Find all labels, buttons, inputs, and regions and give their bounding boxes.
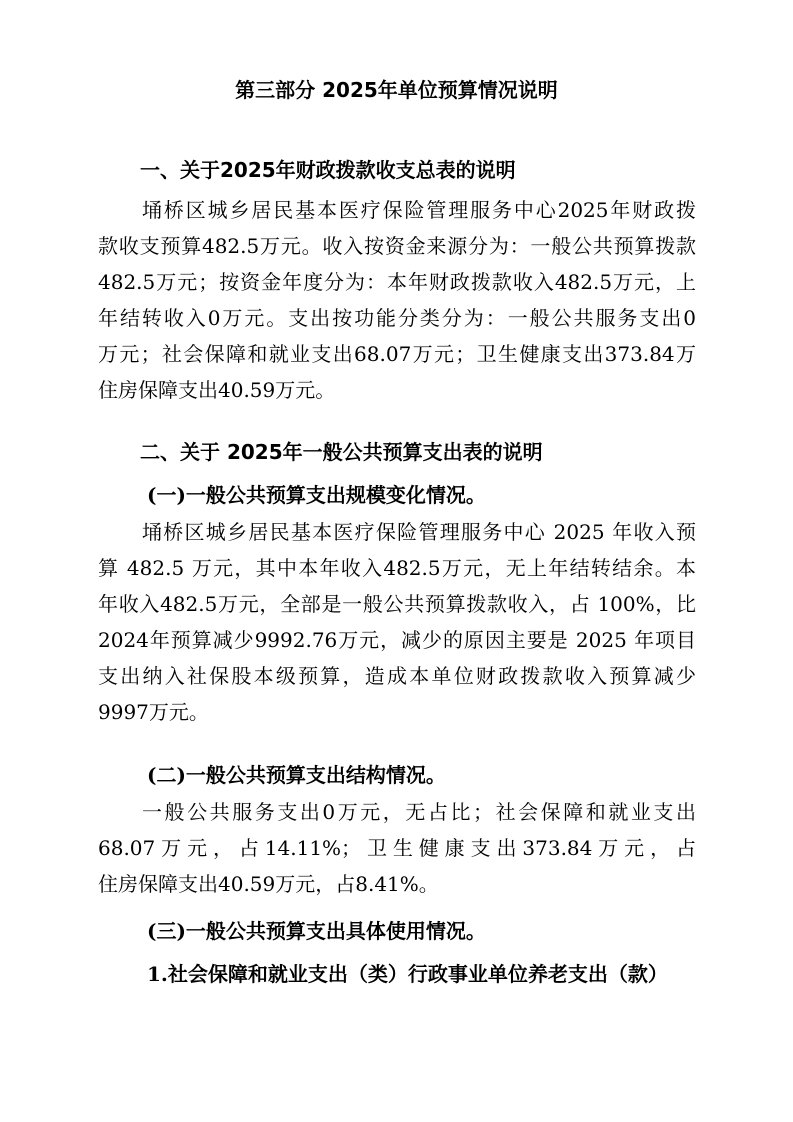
paragraph-line: 482.5万元；按资金年度分为：本年财政拨款收入482.5万元，上 xyxy=(98,270,696,294)
paragraph-line: 算 482.5 万元，其中本年收入482.5万元，无上年结转结余。本 xyxy=(98,556,696,580)
subsection-1-paragraph xyxy=(98,514,696,730)
section-1-heading: 一、关于2025年财政拨款收支总表的说明 xyxy=(140,158,516,182)
paragraph-line: 支出纳入社保股本级预算，造成本单位财政拨款收入预算减少 xyxy=(98,664,696,688)
paragraph-line: 埇桥区城乡居民基本医疗保险管理服务中心 2025 年收入预 xyxy=(142,520,696,544)
subsection-2-paragraph xyxy=(98,794,696,902)
paragraph-line: 年收入482.5万元，全部是一般公共预算拨款收入，占 100%，比 xyxy=(98,592,696,616)
paragraph-line: 2024年预算减少9992.76万元，减少的原因主要是 2025 年项目 xyxy=(98,628,696,652)
subsection-1-heading: (一)一般公共预算支出规模变化情况。 xyxy=(147,483,486,507)
subsection-2-heading: (二)一般公共预算支出结构情况。 xyxy=(147,763,446,787)
page-title: 第三部分 2025年单位预算情况说明 xyxy=(235,78,558,102)
subsection-3-heading: (三)一般公共预算支出具体使用情况。 xyxy=(147,919,486,943)
section-1-paragraph xyxy=(98,192,696,408)
paragraph-line: 一般公共服务支出0万元，无占比；社会保障和就业支出 xyxy=(142,800,696,824)
section-2-heading: 二、关于 2025年一般公共预算支出表的说明 xyxy=(140,440,543,464)
paragraph-line: 住房保障支出40.59万元。 xyxy=(98,378,336,402)
paragraph-line: 埇桥区城乡居民基本医疗保险管理服务中心2025年财政拨 xyxy=(142,198,696,222)
paragraph-line: 款收支预算482.5万元。收入按资金来源分为：一般公共预算拨款 xyxy=(98,234,696,258)
subsection-3-item-1: 1.社会保障和就业支出（类）行政事业单位养老支出（款） xyxy=(147,962,668,986)
paragraph-line: 万元；社会保障和就业支出68.07万元；卫生健康支出373.84万 xyxy=(98,342,696,366)
paragraph-line: 9997万元。 xyxy=(98,700,209,724)
paragraph-line: 68.07万元，占14.11%；卫生健康支出373.84万元，占 xyxy=(98,836,696,860)
paragraph-line: 年结转收入0万元。支出按功能分类分为：一般公共服务支出0 xyxy=(98,306,696,330)
paragraph-line: 住房保障支出40.59万元，占8.41%。 xyxy=(98,872,439,896)
